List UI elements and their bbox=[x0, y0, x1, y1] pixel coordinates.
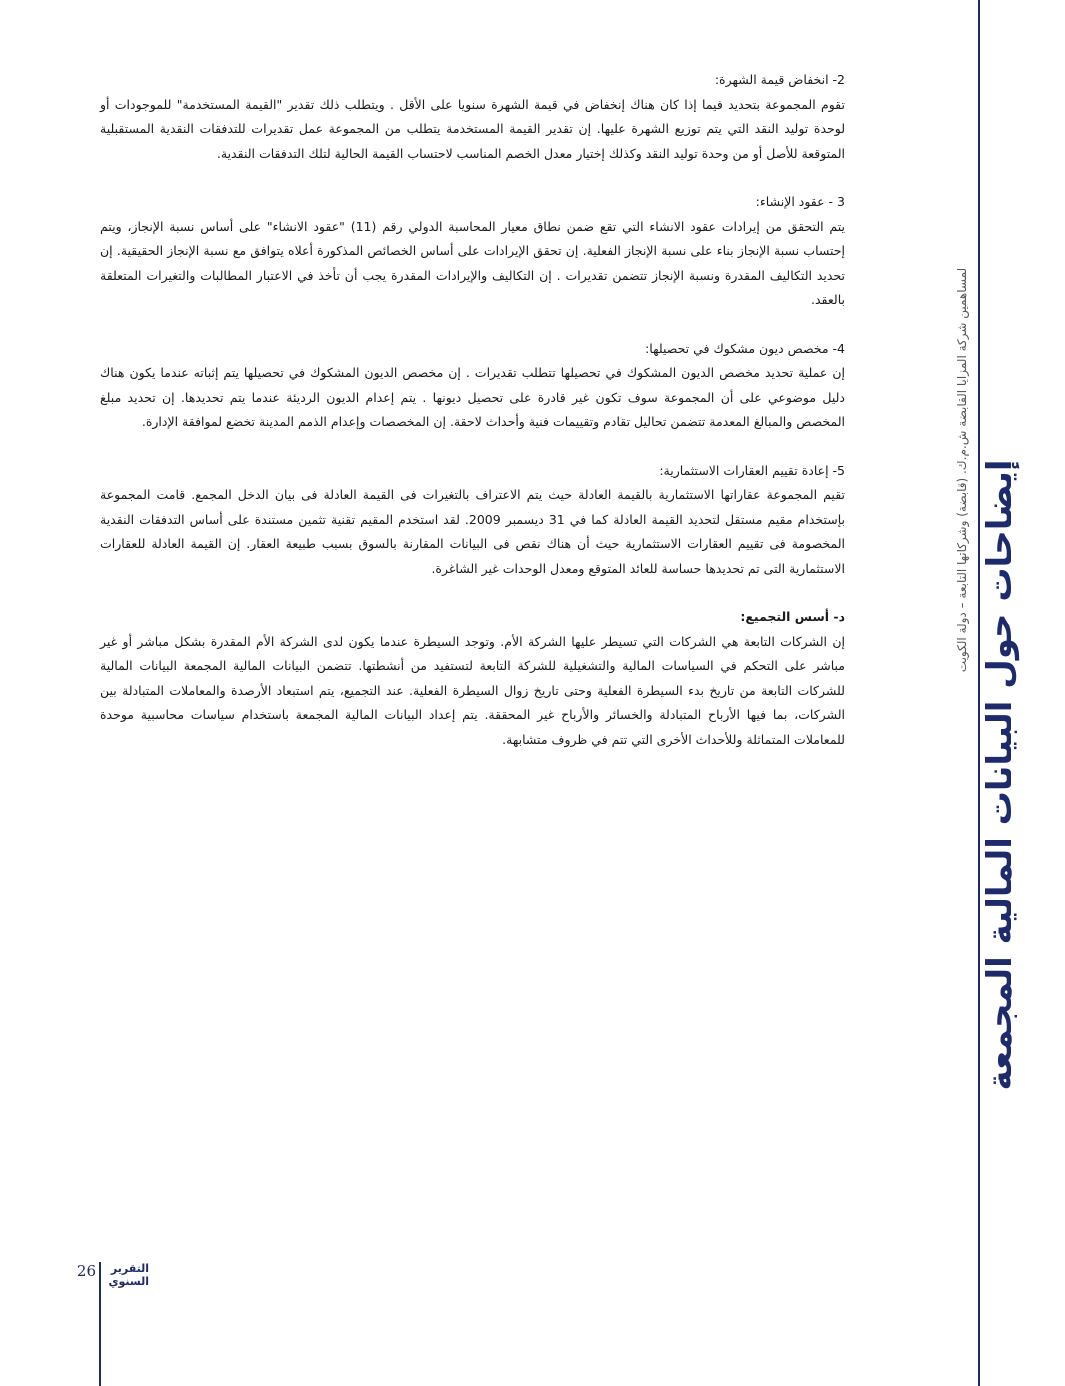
section-body: تقوم المجموعة بتحديد فيما إذا كان هناك إنخفاض في قيمة الشهرة سنويا على الأقل . ويتطلب ذلك تقدير "القيمة المستخدمة" للموجودات أو لوحدة توليد النقد التي يتم توزيع الشهرة عليها. إن تقدير القيمة المستخدمة يتطلب من المجموعة عمل تقديرات للتدفقات النقدية المستقبلية المتوقعة للأصل أو من وحدة توليد النقد وكذلك إختيار معدل الخصم المناسب لاحتساب القيمة الحالية لتلك التدفقات النقدية. bbox=[100, 96, 845, 161]
section-title: 3 - عقود الإنشاء: bbox=[755, 194, 845, 209]
section-doubtful-debts bbox=[100, 337, 845, 435]
section-body: تقيم المجموعة عقاراتها الاستثمارية بالقيمة العادلة حيث يتم الاعتراف بالتغيرات فى القيمة العادلة فى بيان الدخل المجمع. قامت المجموعة بإستخدام مقيم مستقل لتحديد القيمة العادلة كما في 31 ديسمبر 2009. لقد استخدم المقيم تقنية تثمين مستندة على أساس التدفقات النقدية المخصومة فى تقييم العقارات الاستثمارية حيث أن هناك نقص فى البيانات المقارنة بالسوق بسبب طبيعة العقار. إن القيمة العادلة للعقارات الاستثمارية التى تم تحديدها حساسة للعائد المتوقع ومعدل الوحدات غير الشاغرة. bbox=[100, 487, 845, 576]
section-title: 4- مخصص ديون مشكوك في تحصيلها: bbox=[645, 340, 845, 356]
document-body bbox=[100, 68, 845, 776]
footer-vertical-rule bbox=[99, 1262, 101, 1386]
section-construction-contracts bbox=[100, 190, 845, 313]
section-body: يتم التحقق من إيرادات عقود الانشاء التي تقع ضمن نطاق معيار المحاسبة الدولي رقم (11) "عقود الانشاء" على أساس نسبة الإنجاز، ويتم إحتساب نسبة الإنجاز بناء على نسبة الإنجاز الفعلية. إن تحقق الإيرادات على أساس الخصائص المذكورة أعلاه يتوافق مع نسبة الإنجاز الحقيقية. إن تحديد التكاليف المقدرة ونسبة الإنجاز تتضمن تقديرات . إن التكاليف والإيرادات المقدرة يجب أن تأخذ في الاعتبار المطالبات والتغيرات المتعلقة بالعقد. bbox=[100, 218, 845, 307]
page-number: 26 bbox=[76, 1262, 96, 1280]
section-title: 5- إعادة تقييم العقارات الاستثمارية: bbox=[659, 462, 845, 478]
section-investment-properties bbox=[100, 459, 845, 582]
side-banner-title: إيضاحات حول البيانات المالية المجمعة bbox=[980, 459, 1020, 1091]
section-body: إن الشركات التابعة هي الشركات التي تسيطر عليها الشركة الأم. وتوجد السيطرة عندما يكون لدى الشركة الأم المقدرة بشكل مباشر أو غير مباشر على التحكم في السياسات المالية والتشغيلية للشركة التابعة لتستفيد من أنشطتها. تتضمن البيانات المالية المجمعة البيانات المالية للشركات التابعة من تاريخ بدء السيطرة الفعلية وحتى تاريخ زوال السيطرة الفعلية. عند التجميع، يتم استبعاد الأرصدة والمعاملات المتبادلة بين الشركات، بما فيها الأرباح المتبادلة والخسائر والأرباح غير المحققة. يتم إعداد البيانات المالية المجمعة باستخدام سياسات محاسبية موحدة للمعاملات المتماثلة وللأحداث الأخرى التي تتم في ظروف متشابهة. bbox=[100, 633, 845, 747]
section-title: 2- انخفاض قيمة الشهرة: bbox=[714, 72, 845, 87]
annual-report-logo: التقرير السنوي bbox=[108, 1262, 149, 1288]
section-basis-of-consolidation bbox=[100, 605, 845, 752]
side-banner-subtitle: لمساهمين شركة المزايا القابضة ش.م.ك. (قابضة) وشركاتها التابعة – دولة الكويت bbox=[955, 267, 969, 673]
section-body: إن عملية تحديد مخصص الديون المشكوك في تحصيلها تتطلب تقديرات . إن مخصص الديون المشكوك في تحصيلها يتم إثباته عندما يكون هناك دليل موضوعي على أن المجموعة سوف تكون غير قادرة على تحصيل ديونها . يتم إعدام الديون الرديئة عندما يتم تحديدها. إن تحديد مبلغ المخصص والمبالغ المعدمة تتضمن تحاليل تقادم وتقييمات فنية وأحداث لاحقة. إن المخصصات وإعدام الذمم المدينة تخضع لموافقة الإدارة. bbox=[100, 365, 845, 429]
section-goodwill-impairment bbox=[100, 68, 845, 166]
section-title: د- أسس التجميع: bbox=[740, 609, 845, 624]
